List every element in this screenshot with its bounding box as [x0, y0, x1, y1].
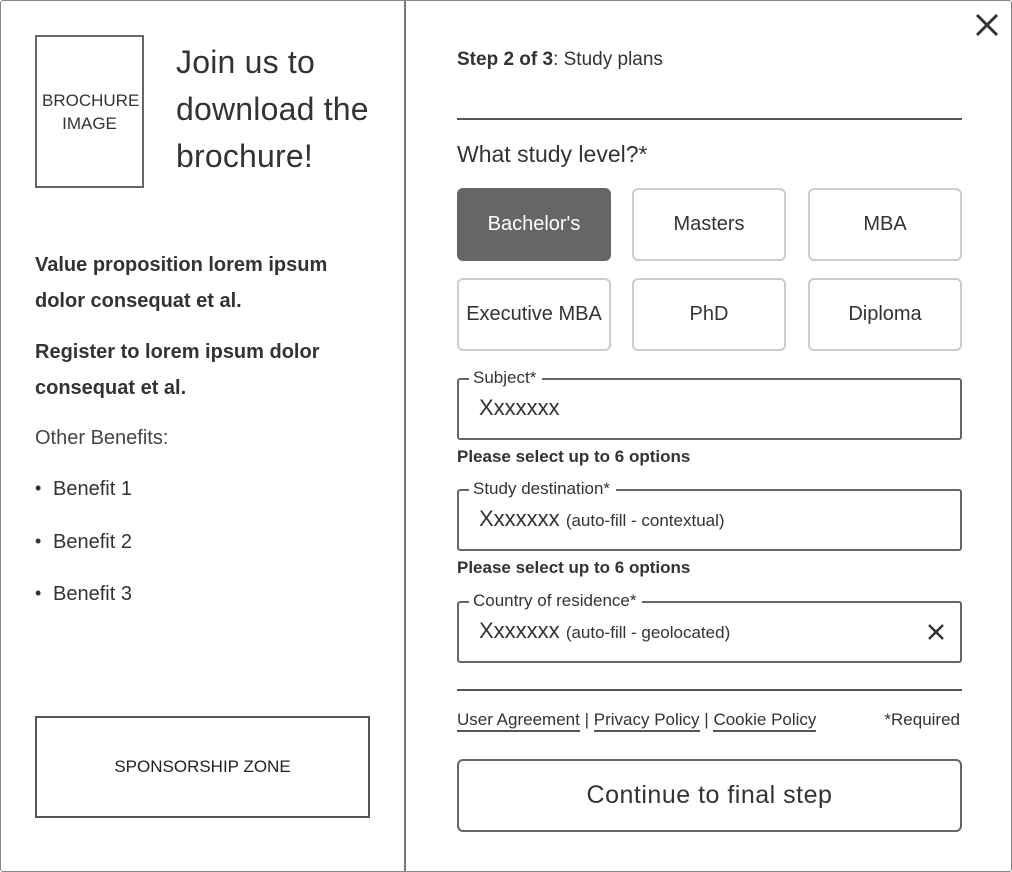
residence-value-wrap	[479, 618, 730, 644]
step-title: : Study plans	[553, 49, 663, 70]
bottom-divider	[457, 689, 962, 691]
legal-links	[457, 710, 816, 730]
subject-help: Please select up to 6 options	[457, 447, 691, 466]
benefit-label: Benefit 3	[53, 583, 132, 605]
level-bachelors-button[interactable]: Bachelor's	[457, 188, 611, 261]
study-level-question: What study level?*	[457, 141, 648, 167]
destination-help: Please select up to 6 options	[457, 558, 691, 577]
residence-value: Xxxxxxx	[479, 618, 560, 643]
destination-label: Study destination*	[469, 479, 616, 499]
step-indicator	[457, 49, 663, 71]
close-button[interactable]	[973, 11, 1001, 39]
sponsorship-label: SPONSORSHIP ZONE	[114, 757, 291, 776]
required-note: *Required	[884, 710, 960, 729]
bullet-icon: •	[35, 530, 42, 551]
brochure-image-label: BROCHURE IMAGE	[42, 90, 140, 133]
link-separator: |	[584, 710, 589, 729]
clear-icon	[926, 622, 946, 642]
study-destination-field[interactable]	[457, 479, 962, 551]
link-separator: |	[704, 710, 709, 729]
step-number: Step 2 of 3	[457, 49, 554, 70]
benefit-label: Benefit 2	[53, 530, 132, 553]
panel-divider	[404, 1, 406, 871]
clear-residence-button[interactable]	[926, 622, 946, 642]
country-of-residence-field[interactable]	[457, 591, 962, 663]
value-proposition: Value proposition lorem ipsum dolor consequat et al.	[35, 254, 328, 312]
bullet-icon: •	[35, 478, 42, 498]
user-agreement-link[interactable]: User Agreement	[457, 710, 580, 732]
residence-hint: (auto-fill - geolocated)	[565, 623, 731, 642]
level-phd-button[interactable]: PhD	[632, 278, 786, 351]
level-executive-mba-button[interactable]: Executive MBA	[457, 278, 611, 351]
destination-hint: (auto-fill - contextual)	[565, 511, 725, 530]
destination-value: Xxxxxxx	[479, 506, 560, 531]
benefit-item	[35, 531, 132, 584]
continue-button[interactable]: Continue to final step	[457, 759, 962, 832]
subject-label: Subject*	[469, 368, 542, 388]
top-divider	[457, 118, 962, 120]
level-diploma-button[interactable]: Diploma	[808, 278, 962, 351]
benefits-list	[35, 478, 132, 636]
level-masters-button[interactable]: Masters	[632, 188, 786, 261]
sponsorship-zone	[35, 716, 370, 818]
benefit-item	[35, 478, 132, 531]
headline: Join us to download the brochure!	[176, 44, 369, 174]
close-icon	[973, 11, 1001, 39]
residence-label: Country of residence*	[469, 591, 642, 611]
level-mba-button[interactable]: MBA	[808, 188, 962, 261]
register-text: Register to lorem ipsum dolor consequat et al.	[35, 341, 320, 399]
other-benefits-heading: Other Benefits:	[35, 427, 169, 449]
subject-field[interactable]	[457, 368, 962, 440]
destination-value-wrap	[479, 506, 725, 532]
benefit-label: Benefit 1	[53, 478, 132, 500]
cookie-policy-link[interactable]: Cookie Policy	[713, 710, 816, 732]
privacy-policy-link[interactable]: Privacy Policy	[594, 710, 700, 732]
subject-value: Xxxxxxx	[479, 395, 560, 420]
bullet-icon: •	[35, 583, 42, 603]
benefit-item	[35, 583, 132, 636]
brochure-image-placeholder	[35, 35, 144, 188]
